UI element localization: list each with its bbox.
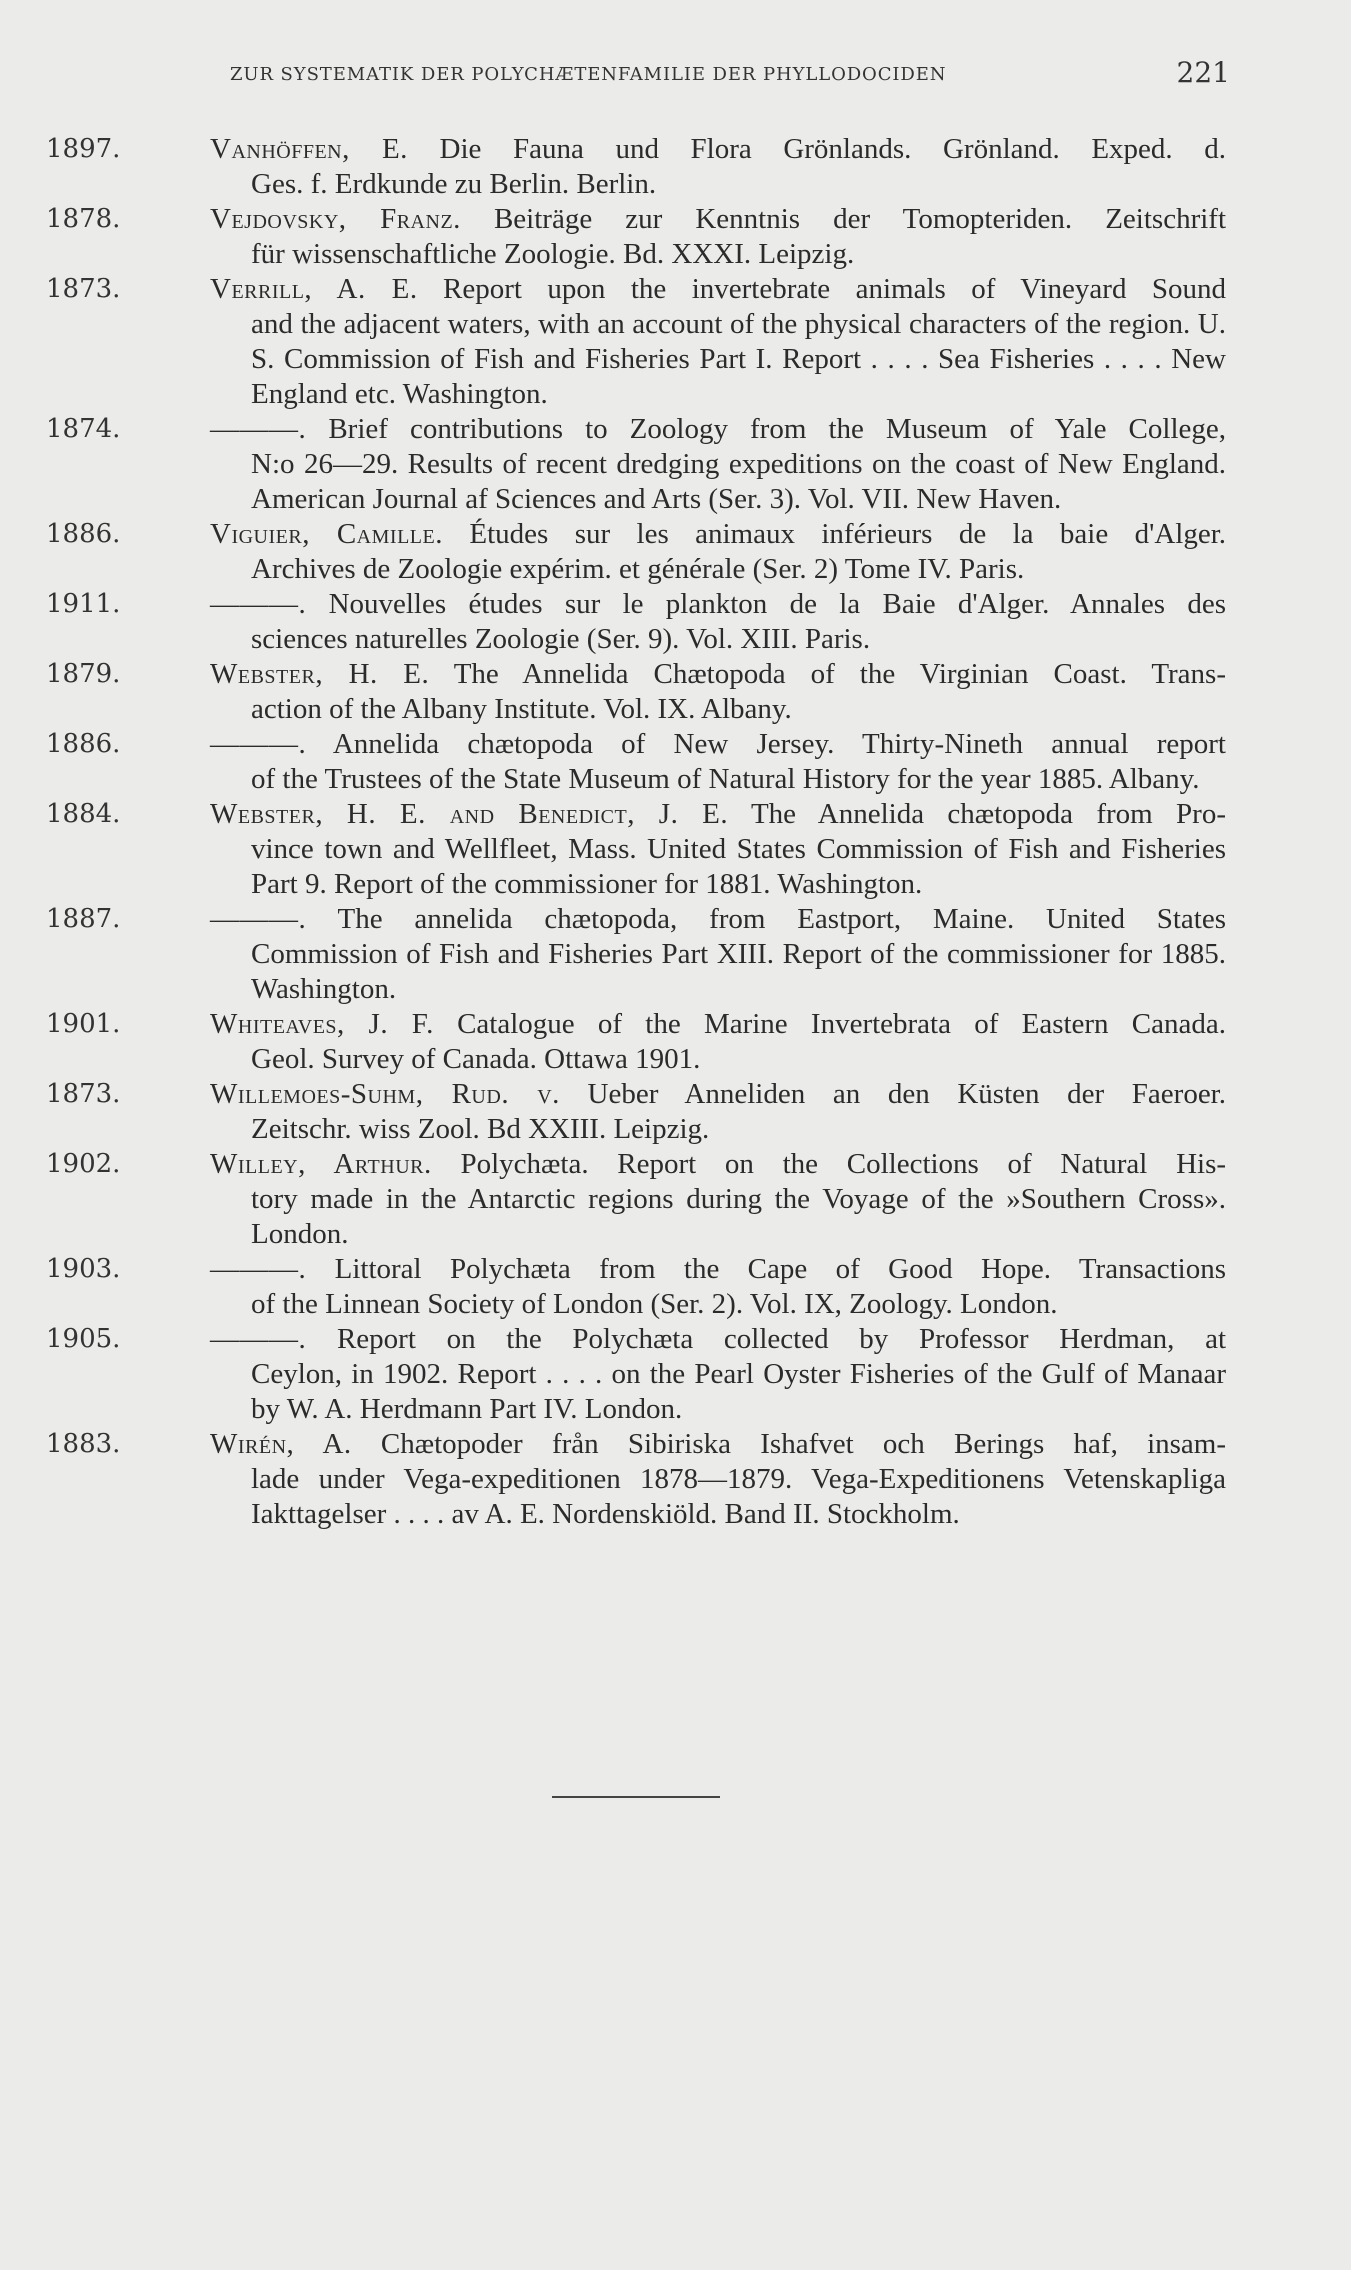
entry-first-line (210, 797, 1226, 832)
entry-title: Report on the Polychæta collected by Professor Herdman, at (336, 1323, 1227, 1355)
entry-first-line (210, 132, 1226, 167)
bibliography-entry (46, 902, 1226, 1007)
entry-author: Willey, Arthur. (210, 1148, 432, 1180)
entry-year: 1901. (46, 1009, 121, 1039)
entry-year: 1886. (46, 729, 121, 759)
entry-continuation: tory made in the Antarctic regions during the Voyage of the »Southern Cross». London. (251, 1183, 1226, 1250)
page-number: 221 (1176, 56, 1230, 89)
entry-year: 1902. (46, 1149, 121, 1179)
entry-first-line (210, 587, 1226, 622)
bibliography-entry (46, 587, 1226, 657)
entry-author: Wirén, A. (210, 1428, 352, 1460)
entry-continuation: sciences naturelles Zoologie (Ser. 9). Vol. XIII. Paris. (251, 623, 871, 655)
entry-author: Viguier, Camille. (210, 518, 443, 550)
entry-title: Report upon the invertebrate animals of Vineyard Sound (443, 273, 1227, 305)
entry-first-line (210, 1252, 1226, 1287)
entry-continuation: and the adjacent waters, with an account of the physical characters of the region. U. S. Commission of Fish and Fisheries Part I. Report . . . . Sea Fisheries . . . . New England etc. Washington. (251, 308, 1226, 410)
entry-continuation: vince town and Wellfleet, Mass. United States Commission of Fish and Fisheries Part 9. Report of the commissioner for 1881. Washington. (251, 833, 1226, 900)
bibliography-entry (46, 132, 1226, 202)
bibliography-entry (46, 517, 1226, 587)
entry-author: Webster, H. E. (210, 658, 430, 690)
bibliography-entry (46, 202, 1226, 272)
entry-first-line (210, 1427, 1226, 1462)
entry-first-line (210, 657, 1226, 692)
entry-author: ———. (210, 728, 307, 760)
entry-year: 1873. (46, 274, 121, 304)
entry-author: ———. (210, 588, 307, 620)
entry-continuation: Archives de Zoologie expérim. et générale (Ser. 2) Tome IV. Paris. (251, 553, 1025, 585)
bibliography-entry (46, 1077, 1226, 1147)
entry-title: Chætopoder från Sibiriska Ishafvet och Berings haf, insam- (380, 1428, 1227, 1460)
entry-title: The annelida chætopoda, from Eastport, Maine. United States (337, 903, 1226, 935)
bibliography-entry (46, 797, 1226, 902)
entry-year: 1873. (46, 1079, 121, 1109)
bibliography-entry (46, 1322, 1226, 1427)
end-rule (552, 1796, 720, 1798)
entry-author: ———. (210, 1323, 307, 1355)
running-title: ZUR SYSTEMATIK DER POLYCHÆTENFAMILIE DER PHYLLODOCIDEN (230, 64, 947, 85)
bibliography-entry (46, 412, 1226, 517)
bibliography-entry (46, 1007, 1226, 1077)
entry-title: Annelida chætopoda of New Jersey. Thirty-Nineth annual report (332, 728, 1226, 760)
entry-title: Ueber Anneliden an den Küsten der Faeroer. (587, 1078, 1226, 1110)
entry-continuation: Ceylon, in 1902. Report . . . . on the Pearl Oyster Fisheries of the Gulf of Manaar by W. A. Herdmann Part IV. London. (251, 1358, 1226, 1425)
entry-title: The Annelida Chætopoda of the Virginian Coast. Trans- (453, 658, 1226, 690)
entry-continuation: für wissenschaftliche Zoologie. Bd. XXXI. Leipzig. (251, 238, 855, 270)
entry-title: Catalogue of the Marine Invertebrata of Eastern Canada. (457, 1008, 1226, 1040)
bibliography-entry (46, 657, 1226, 727)
entry-year: 1878. (46, 204, 121, 234)
entry-year: 1874. (46, 414, 121, 444)
entry-author: Whiteaves, J. F. (210, 1008, 434, 1040)
entry-continuation: N:o 26—29. Results of recent dredging expeditions on the coast of New England. American Journal af Sciences and Arts (Ser. 3). Vol. VII. New Haven. (251, 448, 1226, 515)
entry-continuation: lade under Vega-expeditionen 1878—1879. Vega-Expeditionens Vetenskapliga Iakttagelser . . . . av A. E. Nordenskiöld. Band II. Stockholm. (251, 1463, 1226, 1530)
bibliography-entry (46, 1427, 1226, 1532)
page-header (230, 56, 1230, 96)
entry-year: 1897. (46, 134, 121, 164)
entry-first-line (210, 727, 1226, 762)
entry-first-line (210, 1322, 1226, 1357)
bibliography-entry (46, 1252, 1226, 1322)
bibliography-entry (46, 727, 1226, 797)
entry-author: Vejdovsky, Franz. (210, 203, 461, 235)
entry-title: Littoral Polychæta from the Cape of Good Hope. Transactions (334, 1253, 1227, 1285)
entry-title: Études sur les animaux inférieurs de la baie d'Alger. (469, 518, 1227, 550)
entry-author: Webster, H. E. and Benedict, J. E. (210, 798, 729, 830)
entry-author: ———. (210, 903, 307, 935)
bibliography-entry (46, 272, 1226, 412)
entry-first-line (210, 272, 1226, 307)
entry-year: 1905. (46, 1324, 121, 1354)
entry-author: ———. (210, 413, 307, 445)
entry-continuation: Zeitschr. wiss Zool. Bd XXIII. Leipzig. (251, 1113, 710, 1145)
entry-title: The Annelida chætopoda from Pro- (750, 798, 1226, 830)
entry-title: Nouvelles études sur le plankton de la Baie d'Alger. Annales des (328, 588, 1227, 620)
entry-year: 1883. (46, 1429, 121, 1459)
entry-title: Polychæta. Report on the Collections of Natural His- (460, 1148, 1227, 1180)
entry-first-line (210, 1147, 1226, 1182)
entry-first-line (210, 412, 1226, 447)
entry-author: Willemoes-Suhm, Rud. v. (210, 1078, 560, 1110)
entry-continuation: action of the Albany Institute. Vol. IX. Albany. (251, 693, 792, 725)
entry-first-line (210, 1007, 1226, 1042)
entry-continuation: Ges. f. Erdkunde zu Berlin. Berlin. (251, 168, 657, 200)
entry-continuation: of the Trustees of the State Museum of Natural History for the year 1885. Albany. (251, 763, 1200, 795)
entry-author: Vanhöffen, E. (210, 133, 408, 165)
entry-year: 1903. (46, 1254, 121, 1284)
entry-year: 1879. (46, 659, 121, 689)
bibliography-entry (46, 1147, 1226, 1252)
bibliography-list (46, 132, 1226, 1532)
entry-author: Verrill, A. E. (210, 273, 418, 305)
entry-title: Die Fauna und Flora Grönlands. Grönland. Exped. d. (439, 133, 1227, 165)
entry-first-line (210, 517, 1226, 552)
entry-title: Beiträge zur Kenntnis der Tomopteriden. Zeitschrift (493, 203, 1226, 235)
entry-continuation: of the Linnean Society of London (Ser. 2). Vol. IX, Zoology. London. (251, 1288, 1058, 1320)
entry-first-line (210, 202, 1226, 237)
entry-continuation: Geol. Survey of Canada. Ottawa 1901. (251, 1043, 701, 1075)
entry-first-line (210, 902, 1226, 937)
entry-year: 1887. (46, 904, 121, 934)
entry-title: Brief contributions to Zoology from the Museum of Yale College, (328, 413, 1226, 445)
entry-first-line (210, 1077, 1226, 1112)
entry-year: 1884. (46, 799, 121, 829)
entry-year: 1911. (46, 589, 121, 619)
entry-year: 1886. (46, 519, 121, 549)
entry-author: ———. (210, 1253, 307, 1285)
entry-continuation: Commission of Fish and Fisheries Part XIII. Report of the commissioner for 1885. Washington. (251, 938, 1226, 1005)
